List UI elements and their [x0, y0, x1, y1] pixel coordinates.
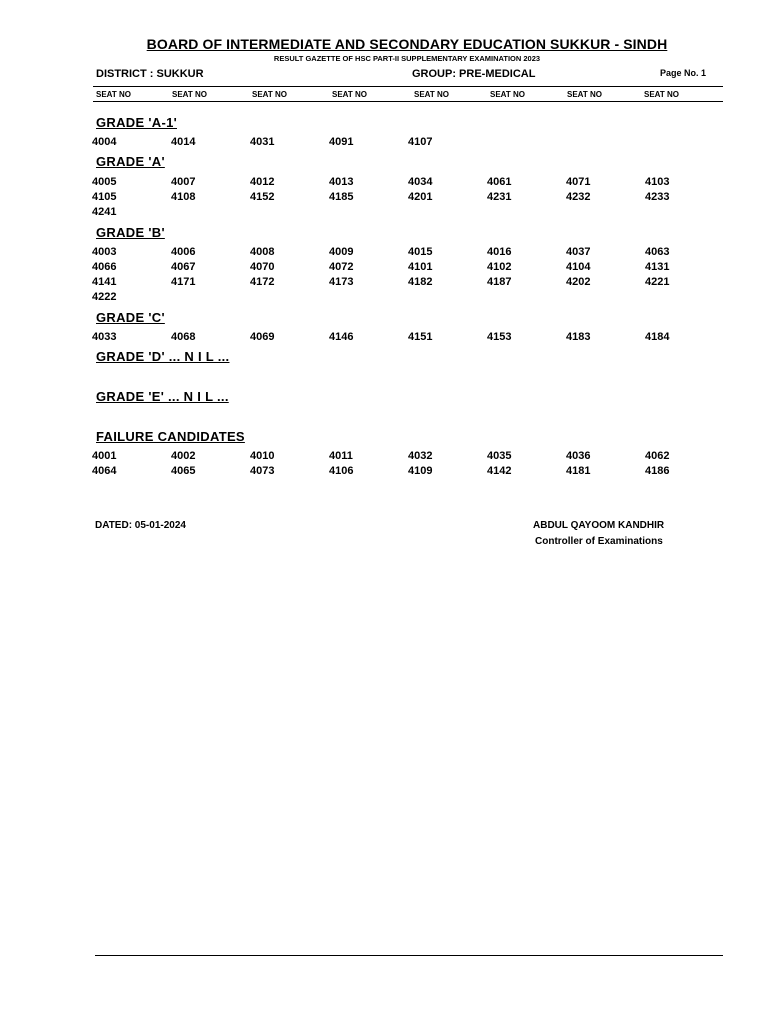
column-header: SEAT NO [96, 90, 131, 99]
grade-heading: GRADE 'A-1' [96, 115, 177, 130]
seat-number: 4201 [408, 191, 433, 203]
grade-heading: GRADE 'E' ... N I L ... [96, 389, 229, 404]
column-header-rule [93, 101, 723, 102]
seat-number: 4187 [487, 276, 512, 288]
page-number: Page No. 1 [660, 68, 707, 78]
column-header: SEAT NO [172, 90, 207, 99]
seat-number: 4010 [250, 450, 275, 462]
grade-heading: GRADE 'D' ... N I L ... [96, 349, 230, 364]
seat-number: 4142 [487, 465, 512, 477]
seat-number: 4068 [171, 331, 196, 343]
seat-number: 4009 [329, 246, 354, 258]
seat-number: 4064 [92, 465, 117, 477]
seat-number: 4006 [171, 246, 196, 258]
seat-number: 4031 [250, 136, 275, 148]
seat-number: 4036 [566, 450, 591, 462]
bottom-rule [95, 955, 723, 956]
seat-number: 4069 [250, 331, 275, 343]
seat-number: 4101 [408, 261, 433, 273]
seat-number: 4065 [171, 465, 196, 477]
seat-number: 4001 [92, 450, 117, 462]
grade-heading: GRADE 'B' [96, 225, 165, 240]
seat-number: 4070 [250, 261, 275, 273]
seat-number: 4013 [329, 176, 354, 188]
seat-number: 4222 [92, 291, 117, 303]
seat-number: 4014 [171, 136, 196, 148]
seat-number: 4102 [487, 261, 512, 273]
column-header: SEAT NO [490, 90, 525, 99]
seat-number: 4108 [171, 191, 196, 203]
page-subtitle: RESULT GAZETTE OF HSC PART-II SUPPLEMENTARY EXAMINATION 2023 [273, 54, 541, 63]
seat-number: 4002 [171, 450, 196, 462]
seat-number: 4106 [329, 465, 354, 477]
seat-number: 4033 [92, 331, 117, 343]
seat-number: 4152 [250, 191, 275, 203]
seat-number: 4182 [408, 276, 433, 288]
seat-number: 4067 [171, 261, 196, 273]
seat-number: 4035 [487, 450, 512, 462]
seat-number: 4037 [566, 246, 591, 258]
seat-number: 4241 [92, 206, 117, 218]
seat-number: 4061 [487, 176, 512, 188]
seat-number: 4016 [487, 246, 512, 258]
column-header: SEAT NO [332, 90, 367, 99]
seat-number: 4063 [645, 246, 670, 258]
seat-number: 4015 [408, 246, 433, 258]
seat-number: 4221 [645, 276, 670, 288]
dated-label: DATED: 05-01-2024 [95, 520, 186, 531]
seat-number: 4151 [408, 331, 433, 343]
seat-number: 4005 [92, 176, 117, 188]
column-header: SEAT NO [252, 90, 287, 99]
seat-number: 4071 [566, 176, 591, 188]
seat-number: 4171 [171, 276, 196, 288]
seat-number: 4105 [92, 191, 117, 203]
column-header: SEAT NO [644, 90, 679, 99]
seat-number: 4233 [645, 191, 670, 203]
grade-heading: FAILURE CANDIDATES [96, 429, 245, 444]
seat-number: 4183 [566, 331, 591, 343]
group-label: GROUP: PRE-MEDICAL [412, 68, 536, 80]
seat-number: 4146 [329, 331, 354, 343]
seat-number: 4034 [408, 176, 433, 188]
grade-heading: GRADE 'A' [96, 154, 165, 169]
seat-number: 4072 [329, 261, 354, 273]
district-label: DISTRICT : SUKKUR [96, 68, 204, 80]
header-rule [93, 86, 723, 87]
seat-number: 4007 [171, 176, 196, 188]
seat-number: 4172 [250, 276, 275, 288]
seat-number: 4011 [329, 450, 353, 462]
page-title: BOARD OF INTERMEDIATE AND SECONDARY EDUCATION SUKKUR - SINDH [146, 36, 668, 52]
seat-number: 4184 [645, 331, 670, 343]
seat-number: 4091 [329, 136, 354, 148]
seat-number: 4131 [645, 261, 670, 273]
seat-number: 4181 [566, 465, 591, 477]
seat-number: 4141 [92, 276, 117, 288]
column-header: SEAT NO [567, 90, 602, 99]
seat-number: 4153 [487, 331, 512, 343]
seat-number: 4062 [645, 450, 670, 462]
seat-number: 4109 [408, 465, 433, 477]
seat-number: 4073 [250, 465, 275, 477]
seat-number: 4032 [408, 450, 433, 462]
seat-number: 4003 [92, 246, 117, 258]
seat-number: 4066 [92, 261, 117, 273]
seat-number: 4103 [645, 176, 670, 188]
seat-number: 4185 [329, 191, 354, 203]
grade-heading: GRADE 'C' [96, 310, 165, 325]
seat-number: 4186 [645, 465, 670, 477]
signatory-name: ABDUL QAYOOM KANDHIR [533, 520, 665, 531]
seat-number: 4173 [329, 276, 354, 288]
seat-number: 4231 [487, 191, 512, 203]
seat-number: 4004 [92, 136, 117, 148]
seat-number: 4008 [250, 246, 275, 258]
seat-number: 4232 [566, 191, 591, 203]
column-header: SEAT NO [414, 90, 449, 99]
signatory-designation: Controller of Examinations [535, 536, 663, 547]
seat-number: 4202 [566, 276, 591, 288]
seat-number: 4012 [250, 176, 275, 188]
seat-number: 4104 [566, 261, 591, 273]
seat-number: 4107 [408, 136, 433, 148]
